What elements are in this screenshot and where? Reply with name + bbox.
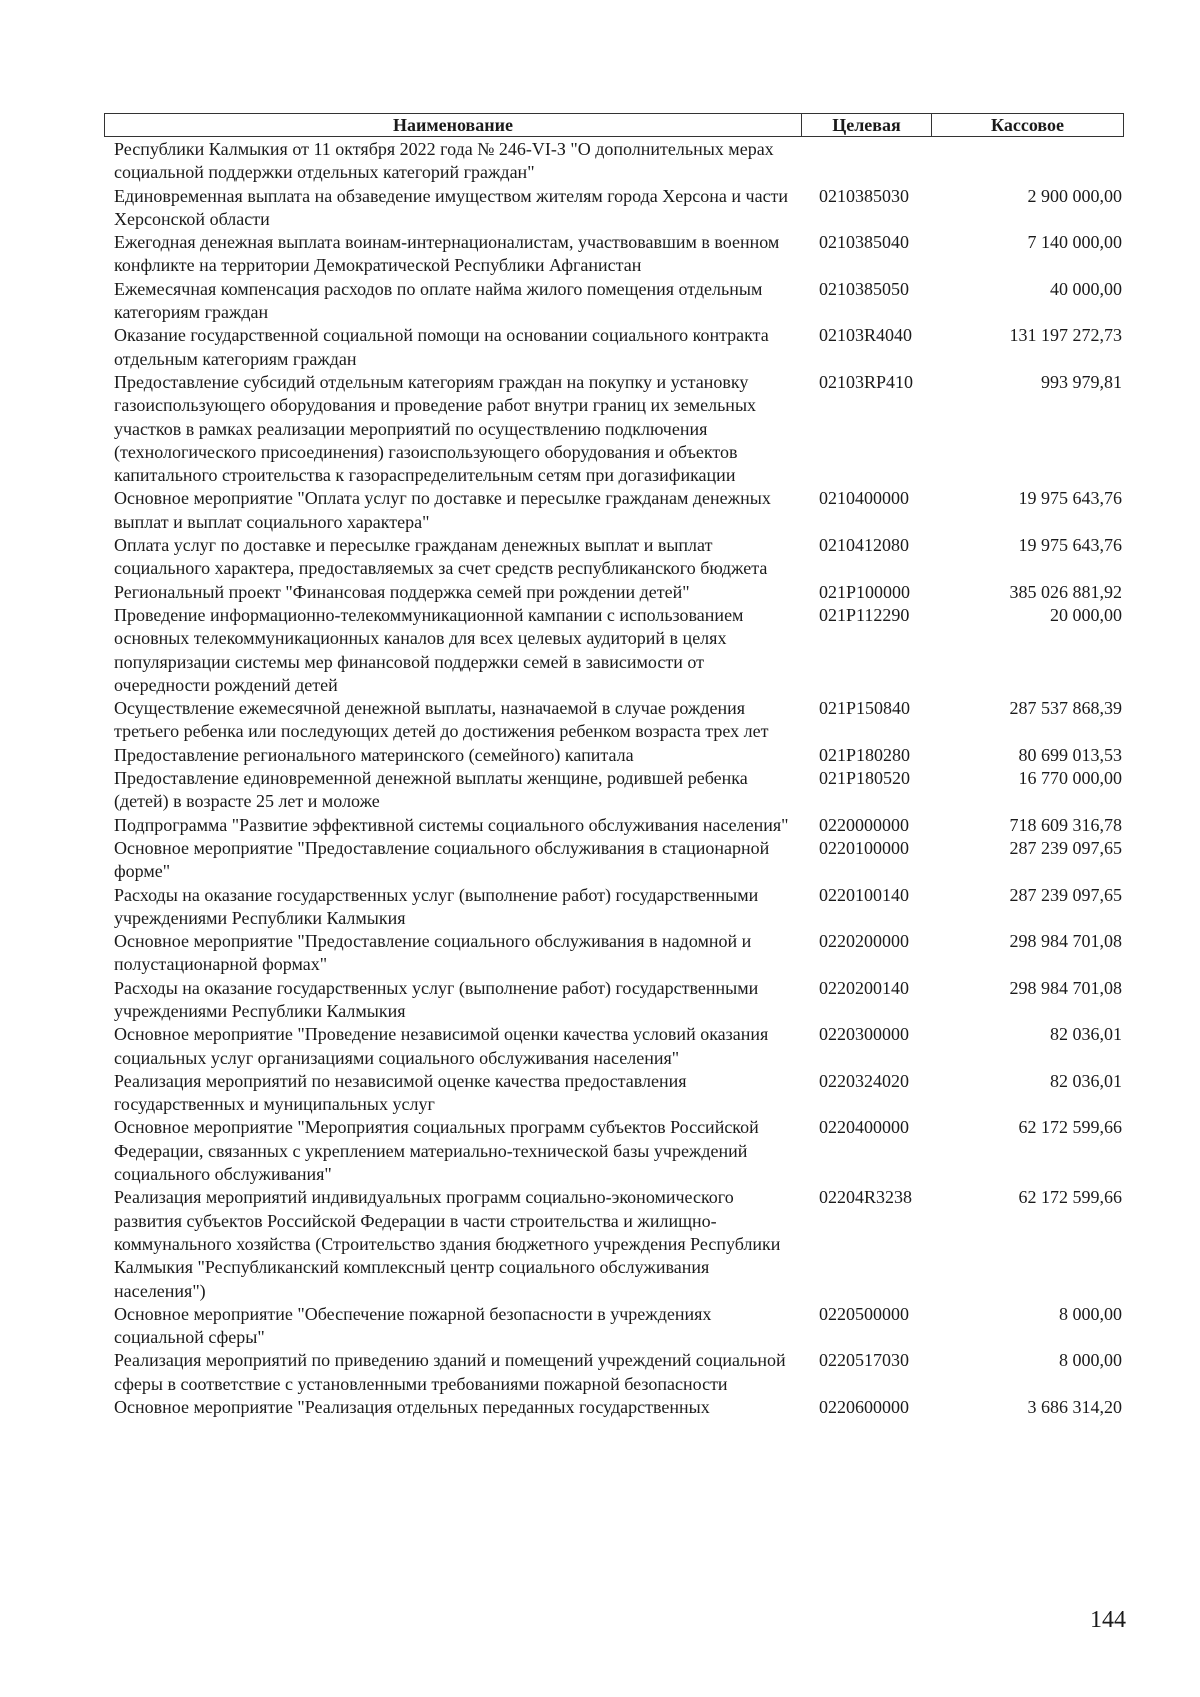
row-name: Основное мероприятие "Предоставление социального обслуживания в надомной и полустационарной формах" [114, 931, 752, 975]
header-amount: Кассовое [991, 115, 1064, 135]
table-row [104, 744, 1124, 767]
row-name: Проведение информационно-телекоммуникационной кампании с использованием основных телекоммуникационных каналов для всех целевых аудиторий в целях популяризации системы мер финансовой поддержки семей в зависимости от очередности рождений детей [114, 604, 744, 695]
row-code: 02103RP410 [819, 371, 914, 392]
table-row [104, 185, 1124, 232]
table-row [104, 487, 1124, 534]
budget-table [104, 113, 1124, 1419]
page-number: 144 [1090, 1607, 1126, 1633]
row-code: 021P112290 [819, 604, 910, 625]
row-name: Подпрограмма "Развитие эффективной системы социального обслуживания населения" [114, 814, 789, 835]
row-name: Региональный проект "Финансовая поддержка семей при рождении детей" [114, 581, 690, 602]
row-code: 021P180520 [819, 768, 911, 789]
row-amount: 40 000,00 [1050, 278, 1122, 299]
row-name: Основное мероприятие "Обеспечение пожарной безопасности в учреждениях социальной сферы" [114, 1303, 712, 1348]
row-name: Предоставление регионального материнского (семейного) капитала [114, 744, 634, 765]
row-code: 0220600000 [819, 1397, 909, 1418]
row-amount: 993 979,81 [1041, 371, 1122, 392]
row-code: 0220200140 [819, 977, 909, 998]
row-amount: 287 239 097,65 [1009, 884, 1122, 905]
table-row [104, 814, 1124, 837]
table-row [104, 884, 1124, 931]
row-amount: 20 000,00 [1050, 604, 1122, 625]
row-name: Реализация мероприятий по приведению зданий и помещений учреждений социальной сферы в соответствие с установленными требованиями пожарной безопасности [114, 1350, 786, 1394]
table-row [104, 1023, 1124, 1070]
table-row [104, 767, 1124, 814]
table-row [104, 977, 1124, 1024]
row-amount: 8 000,00 [1059, 1350, 1122, 1371]
table-row [104, 837, 1124, 884]
row-code: 0220300000 [819, 1024, 909, 1045]
row-code: 0210385040 [819, 232, 909, 253]
table-row [104, 138, 1124, 185]
row-name: Предоставление единовременной денежной выплаты женщине, родившей ребенка (детей) в возрасте 25 лет и моложе [114, 768, 748, 812]
row-code: 0220517030 [819, 1350, 909, 1371]
row-name: Ежемесячная компенсация расходов по оплате найма жилого помещения отдельным категориям граждан [114, 278, 763, 323]
row-name: Расходы на оказание государственных услуг (выполнение работ) государственными учреждениями Республики Калмыкия [114, 884, 759, 928]
row-name: Республики Калмыкия от 11 октября 2022 года № 246-VI-З "О дополнительных мерах социальной поддержки отдельных категорий граждан" [114, 139, 774, 183]
row-amount: 62 172 599,66 [1018, 1117, 1122, 1138]
row-code: 0220400000 [819, 1117, 909, 1138]
row-code: 021P180280 [819, 744, 911, 765]
row-name: Расходы на оказание государственных услуг (выполнение работ) государственными учреждениями Республики Калмыкия [114, 977, 759, 1021]
row-amount: 62 172 599,66 [1018, 1187, 1122, 1208]
row-name: Основное мероприятие "Предоставление социального обслуживания в стационарной форме" [114, 837, 770, 882]
table-row [104, 278, 1124, 325]
row-name: Единовременная выплата на обзаведение имуществом жителям города Херсона и части Херсонской области [114, 185, 789, 229]
row-code: 021P150840 [819, 698, 911, 719]
row-amount: 82 036,01 [1050, 1024, 1122, 1045]
table-body [104, 138, 1124, 1419]
table-row [104, 1116, 1124, 1186]
row-amount: 19 975 643,76 [1018, 488, 1122, 509]
table-row [104, 1070, 1124, 1117]
row-amount: 19 975 643,76 [1018, 535, 1122, 556]
row-name: Основное мероприятие "Реализация отдельных переданных государственных [114, 1397, 710, 1418]
row-name: Предоставление субсидий отдельным категориям граждан на покупку и установку газоиспользующего оборудования и проведение работ внутри границ их земельных участков в рамках реализации мероприятий по осуществлению подключения (технологического присоединения) газоиспользующего оборудования и объектов капитального строительства к газораспределительным сетям при догазификации [114, 371, 757, 486]
header-code: Целевая [802, 114, 932, 136]
row-code: 0220500000 [819, 1303, 909, 1324]
row-amount: 287 239 097,65 [1009, 837, 1122, 858]
table-row [104, 604, 1124, 697]
table-row [104, 1349, 1124, 1396]
row-code: 0210385050 [819, 278, 909, 299]
row-code: 0210412080 [819, 535, 909, 556]
row-amount: 8 000,00 [1059, 1303, 1122, 1324]
row-amount: 2 900 000,00 [1027, 185, 1122, 206]
row-name: Основное мероприятие "Проведение независимой оценки качества условий оказания социальных услуг организациями социального обслуживания населения" [114, 1024, 769, 1068]
row-amount: 718 609 316,78 [1009, 814, 1122, 835]
header-name: Наименование [105, 114, 802, 136]
row-amount: 3 686 314,20 [1027, 1397, 1122, 1418]
row-name: Оплата услуг по доставке и пересылке гражданам денежных выплат и выплат социального характера, предоставляемых за счет средств республиканского бюджета [114, 535, 768, 579]
row-name: Оказание государственной социальной помощи на основании социального контракта отдельным категориям граждан [114, 325, 769, 369]
row-code: 02204R3238 [819, 1187, 913, 1208]
row-amount: 80 699 013,53 [1018, 744, 1122, 765]
table-row [104, 1186, 1124, 1302]
row-amount: 82 036,01 [1050, 1070, 1122, 1091]
table-row [104, 697, 1124, 744]
row-code: 0220100000 [819, 837, 909, 858]
row-name: Реализация мероприятий индивидуальных программ социально-экономического развития субъектов Российской Федерации в части строительства и жилищно-коммунального хозяйства (Строительство здания бюджетного учреждения Республики Калмыкия "Республиканский комплексный центр социального обслуживания населения") [114, 1187, 781, 1301]
row-name: Ежегодная денежная выплата воинам-интернационалистам, участвовавшим в военном конфликте на территории Демократической Республики Афганистан [114, 232, 780, 276]
row-name: Осуществление ежемесячной денежной выплаты, назначаемой в случае рождения третьего ребенка или последующих детей до достижения ребенком возраста трех лет [114, 698, 769, 742]
row-code: 0210400000 [819, 488, 909, 509]
table-row [104, 581, 1124, 604]
row-code: 0220324020 [819, 1070, 909, 1091]
row-name: Реализация мероприятий по независимой оценке качества предоставления государственных и муниципальных услуг [114, 1070, 687, 1115]
table-row [104, 324, 1124, 371]
table-header [104, 113, 1124, 137]
row-code [801, 138, 931, 185]
table-row [104, 371, 1124, 487]
row-amount: 298 984 701,08 [1009, 977, 1122, 998]
row-code: 0210385030 [819, 185, 909, 206]
row-code: 0220100140 [819, 884, 909, 905]
row-amount: 7 140 000,00 [1027, 232, 1122, 253]
row-name: Основное мероприятие "Оплата услуг по доставке и пересылке гражданам денежных выплат и выплат социального характера" [114, 488, 771, 532]
row-amount: 298 984 701,08 [1009, 931, 1122, 952]
row-amount: 385 026 881,92 [1009, 581, 1122, 602]
row-name: Основное мероприятие "Мероприятия социальных программ субъектов Российской Федерации, связанных с укреплением материально-технической базы учреждений социального обслуживания" [114, 1117, 759, 1185]
table-row [104, 930, 1124, 977]
row-amount: 16 770 000,00 [1018, 768, 1122, 789]
row-code: 0220200000 [819, 931, 909, 952]
row-code: 0220000000 [819, 814, 909, 835]
row-code: 02103R4040 [819, 325, 913, 346]
table-row [104, 1396, 1124, 1419]
table-row [104, 231, 1124, 278]
table-row [104, 534, 1124, 581]
row-amount: 287 537 868,39 [1009, 698, 1122, 719]
row-amount [931, 138, 1124, 185]
row-code: 021P100000 [819, 581, 911, 602]
table-row [104, 1303, 1124, 1350]
row-amount: 131 197 272,73 [1009, 325, 1122, 346]
